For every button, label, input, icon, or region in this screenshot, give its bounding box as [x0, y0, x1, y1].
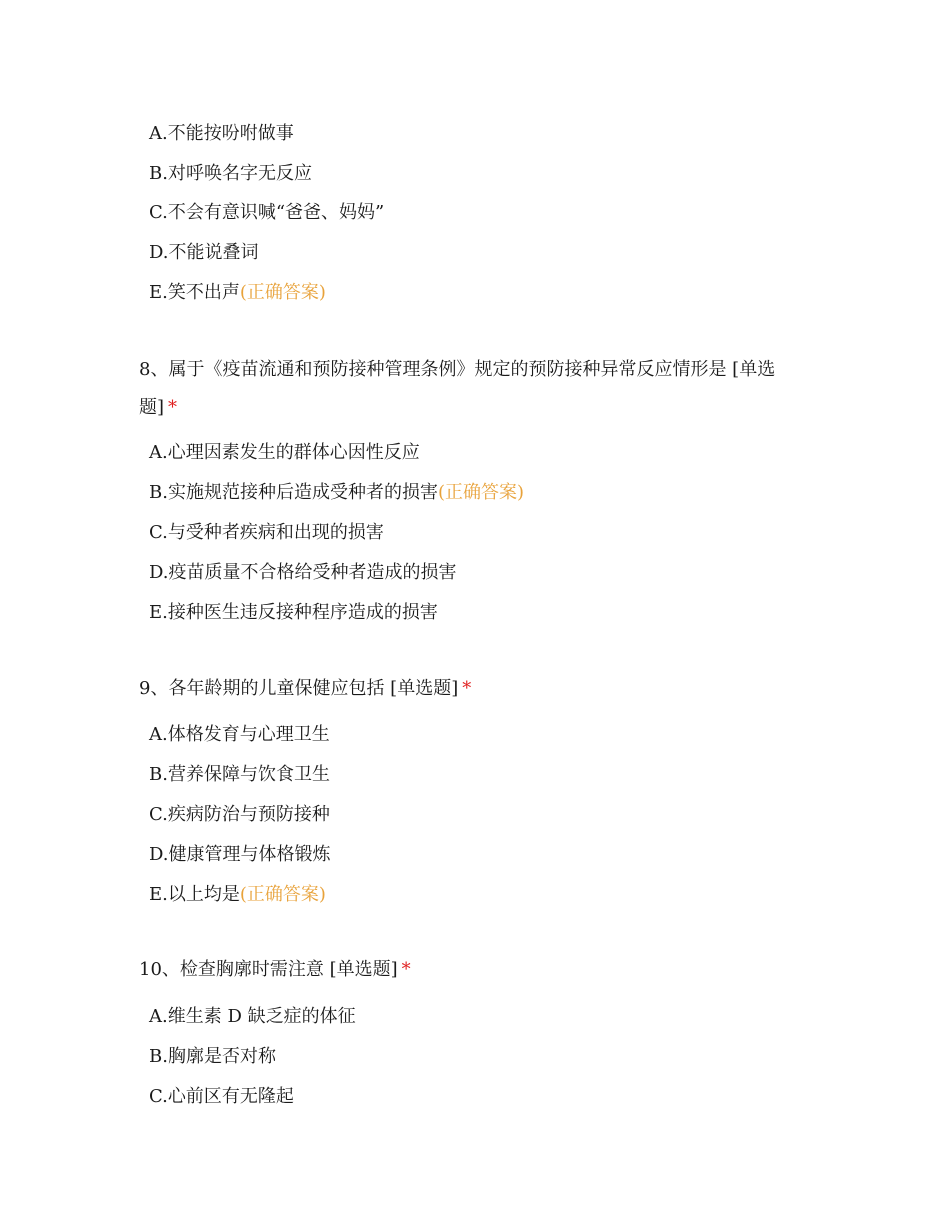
- option-text: C.心前区有无隆起: [149, 1086, 294, 1107]
- correct-answer-tag: (正确答案): [239, 884, 326, 905]
- q8-option-d: [149, 553, 457, 593]
- option-text: A.心理因素发生的群体心因性反应: [149, 442, 420, 463]
- q7-option-a: [149, 114, 294, 154]
- q9-option-c: [149, 795, 330, 835]
- question-text: 9、各年龄期的儿童保健应包括 [单选题]: [139, 678, 459, 699]
- option-text: D.疫苗质量不合格给受种者造成的损害: [149, 562, 457, 583]
- q10-option-b: [149, 1037, 276, 1077]
- option-text: E.笑不出声: [149, 282, 240, 303]
- option-text: C.疾病防治与预防接种: [149, 804, 330, 825]
- option-text: E.接种医生违反接种程序造成的损害: [149, 602, 438, 623]
- q10-title: [139, 951, 809, 989]
- q9-option-d: [149, 835, 331, 875]
- q9-option-b: [149, 755, 330, 795]
- required-asterisk: *: [462, 678, 472, 699]
- q8-option-e: [149, 593, 438, 633]
- option-text: D.健康管理与体格锻炼: [149, 844, 331, 865]
- q8-option-c: [149, 513, 384, 553]
- q8-option-b: [149, 473, 524, 513]
- required-asterisk: *: [168, 397, 178, 418]
- q9-option-e: [149, 875, 326, 915]
- q7-option-c: [149, 193, 384, 233]
- option-text: B.胸廓是否对称: [149, 1046, 276, 1067]
- correct-answer-tag: (正确答案): [239, 282, 326, 303]
- q7-option-d: [149, 233, 259, 273]
- option-text: B.实施规范接种后造成受种者的损害: [149, 482, 438, 503]
- q10-option-a: [149, 997, 356, 1037]
- q7-option-b: [149, 154, 312, 194]
- option-text: A.不能按吩咐做事: [149, 123, 294, 144]
- q9-option-a: [149, 715, 330, 755]
- q10-option-c: [149, 1077, 294, 1117]
- q7-option-e: [149, 273, 326, 313]
- option-text: C.与受种者疾病和出现的损害: [149, 522, 384, 543]
- option-text: C.不会有意识喊“爸爸、妈妈”: [149, 202, 385, 223]
- q9-title: [139, 670, 809, 708]
- option-text: A.维生素 D 缺乏症的体征: [149, 1006, 356, 1027]
- q8-option-a: [149, 433, 420, 473]
- q8-title: [139, 351, 809, 427]
- option-text: A.体格发育与心理卫生: [149, 724, 330, 745]
- correct-answer-tag: (正确答案): [437, 482, 524, 503]
- required-asterisk: *: [401, 959, 411, 980]
- option-text: B.营养保障与饮食卫生: [149, 764, 330, 785]
- question-text: 10、检查胸廓时需注意 [单选题]: [139, 959, 398, 980]
- option-text: E.以上均是: [149, 884, 240, 905]
- option-text: B.对呼唤名字无反应: [149, 163, 312, 184]
- question-text: 8、属于《疫苗流通和预防接种管理条例》规定的预防接种异常反应情形是 [单选题]: [139, 359, 776, 418]
- option-text: D.不能说叠词: [149, 242, 259, 263]
